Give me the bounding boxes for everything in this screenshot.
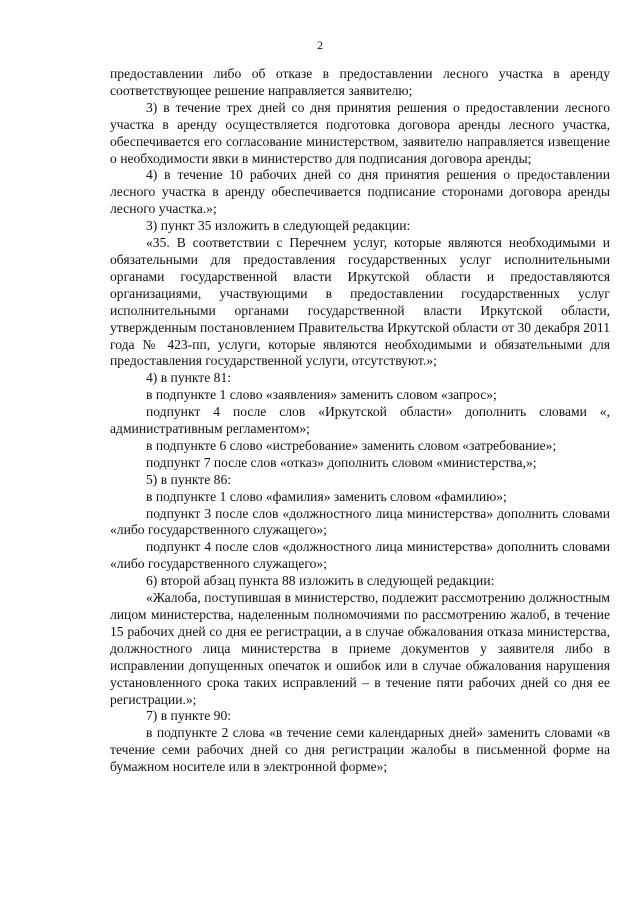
paragraph: 3) пункт 35 изложить в следующей редакции: (146, 218, 411, 234)
paragraph: подпункт 4 после слов «Иркутской области» дополнить словами «, административным регламентом»; (110, 404, 610, 437)
paragraph: в подпункте 2 слова «в течение семи календарных дней» заменить словами «в течение семи рабочих дней со дня регистрации жалобы в письменной форме на бумажном носителе или в электронной форме»; (110, 725, 610, 775)
paragraph: «Жалоба, поступившая в министерство, подлежит рассмотрению должностным лицом министерства, наделенным полномочиями по рассмотрению жалоб, в течение 15 рабочих дней со дня ее регистрации, а в случае обжалования отказа министерства, должностного лица министерства в приеме документов у заявителя либо в исправлении допущенных опечаток и ошибок или в случае обжалования нарушения установленного срока таких исправлений – в течение пяти рабочих дней со дня ее регистрации.»; (110, 590, 610, 707)
paragraph: 7) в пункте 90: (146, 708, 232, 724)
paragraph: в подпункте 1 слово «фамилия» заменить словом «фамилию»; (146, 488, 507, 504)
paragraph: подпункт 7 после слов «отказ» дополнить словом «министерства,»; (146, 454, 537, 470)
page-number: 2 (317, 38, 323, 52)
paragraph: в подпункте 1 слово «заявления» заменить словом «запрос»; (146, 387, 497, 403)
paragraph: 5) в пункте 86: (146, 471, 232, 487)
paragraph: подпункт 4 после слов «должностного лица министерства» дополнить словами «либо государственного служащего»; (110, 539, 610, 572)
paragraph: 6) второй абзац пункта 88 изложить в следующей редакции: (146, 573, 495, 589)
paragraph: подпункт 3 после слов «должностного лица министерства» дополнить словами «либо государственного служащего»; (110, 505, 610, 538)
paragraph: предоставлении либо об отказе в предоставлении лесного участка в аренду соответствующее решение направляется заявителю; (110, 66, 610, 98)
paragraph: «35. В соответствии с Перечнем услуг, которые являются необходимыми и обязательными для предоставления государственных услуг исполнительными органами государственной власти Иркутской области и предоставляются организациями, участвующими в предоставлении государственных услуг исполнительными органами государственной власти Иркутской области, утвержденным постановлением Правительства Иркутской области от 30 декабря 2011 года № 423-пп, услуги, которые являются необходимыми и обязательными для предоставления государственной услуги, отсутствуют.»; (110, 235, 610, 369)
document-body (110, 66, 610, 776)
paragraph: 4) в течение 10 рабочих дней со дня принятия решения о предоставлении лесного участка в аренду обеспечивается подписание сторонами договора аренды лесного участка.»; (110, 167, 610, 217)
paragraph: 4) в пункте 81: (146, 370, 232, 386)
paragraph: в подпункте 6 слово «истребование» заменить словом «затребование»; (146, 437, 557, 453)
paragraph: 3) в течение трех дней со дня принятия решения о предоставлении лесного участка в аренду осуществляется подготовка договора аренды лесного участка, обеспечивается его согласование министерством, заявителю направляется извещение о необходимости явки в министерство для подписания договора аренды; (110, 99, 610, 166)
